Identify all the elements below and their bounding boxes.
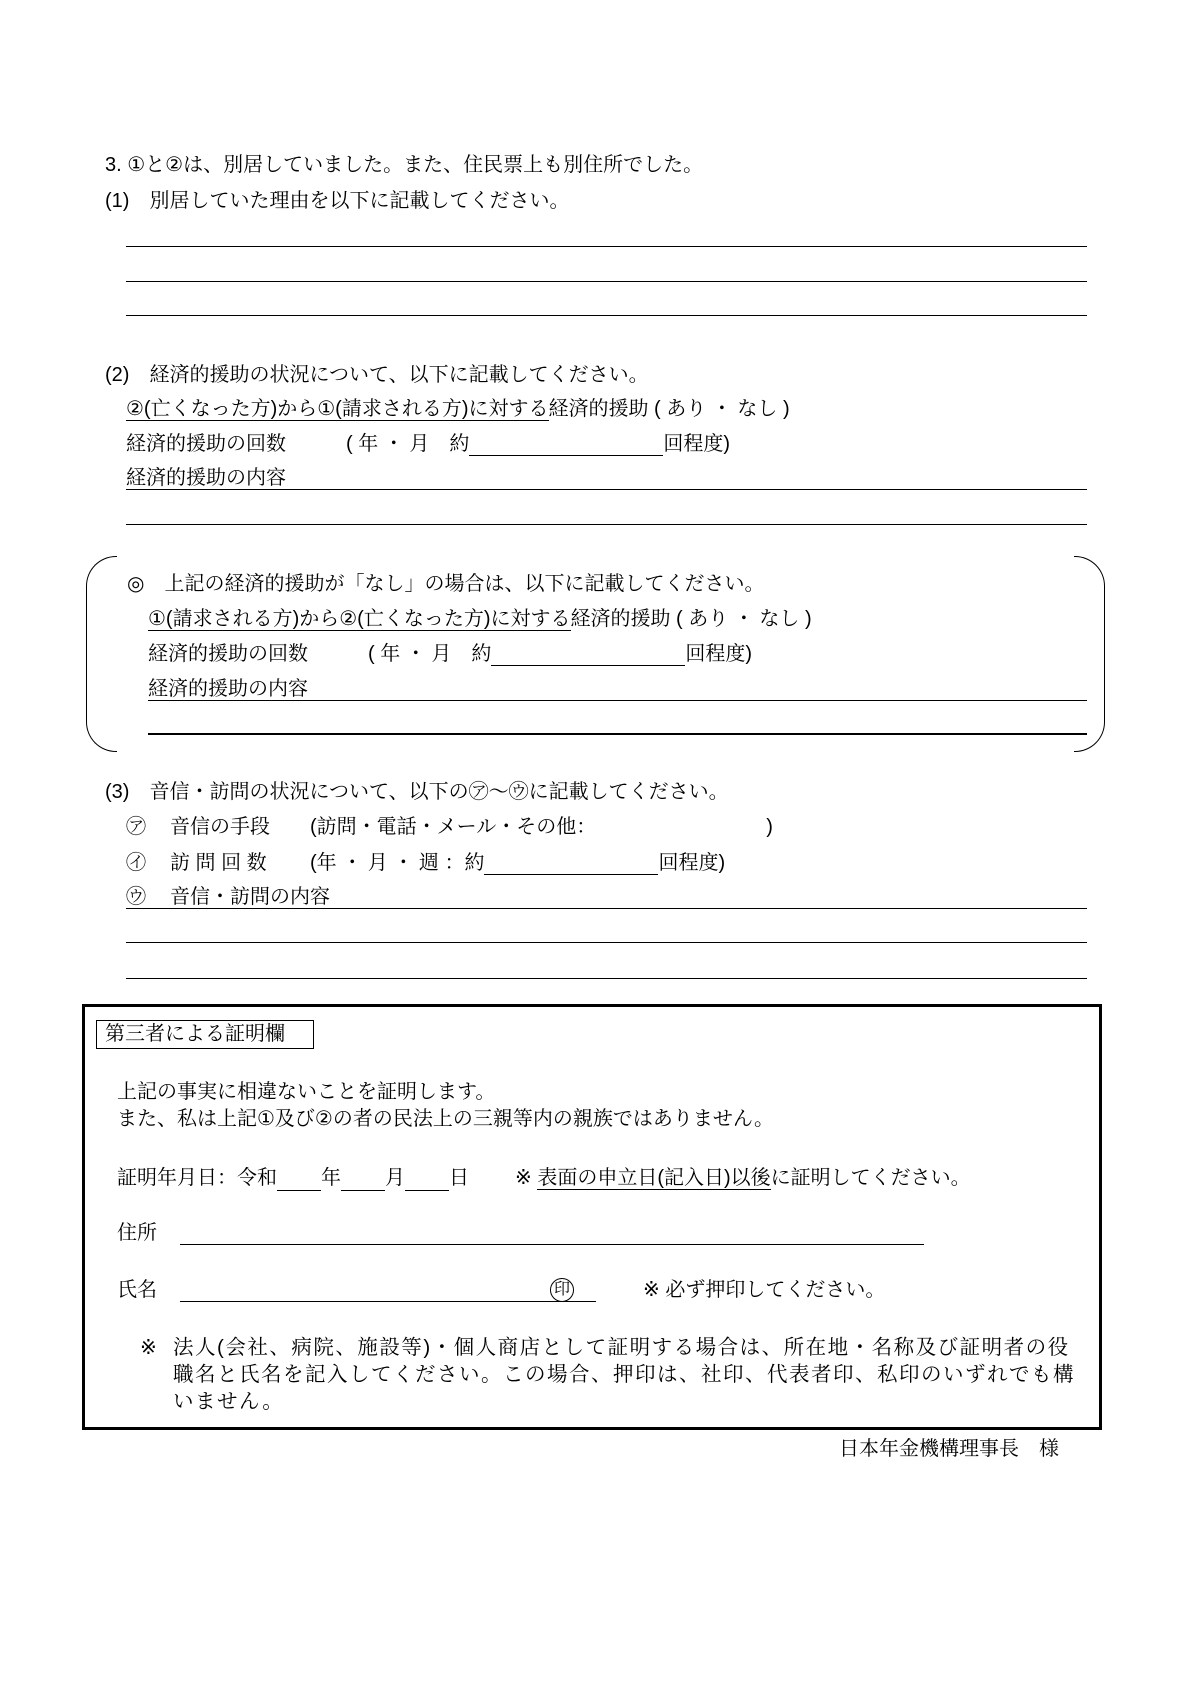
none-count-options[interactable]: ( 年 ・ 月 約 <box>368 643 492 665</box>
none-count-row <box>148 642 752 666</box>
q2-count-row <box>126 432 730 456</box>
corp-note-line-1: 法人(会社、病院、施設等)・個人商店として証明する場合は、所在地・名称及び証明者の役 <box>173 1336 1070 1359</box>
q2-count-input[interactable] <box>469 435 663 456</box>
corp-note-mark: ※ <box>140 1337 157 1359</box>
bracket-left <box>86 556 117 752</box>
q3-content-line-2[interactable] <box>126 942 1087 943</box>
cert-statement-2: また、私は上記①及び②の者の民法上の三親等内の親族ではありません。 <box>117 1108 775 1130</box>
none-count-label: 経済的援助の回数 <box>148 643 308 665</box>
q3-c-label: 音信・訪問の内容 <box>170 886 330 908</box>
cert-year-label: 年 <box>321 1167 341 1189</box>
cert-month-label: 月 <box>385 1167 405 1189</box>
cert-date-row <box>117 1166 971 1191</box>
q2-label: (2) 経済的援助の状況について、以下に記載してください。 <box>105 364 649 386</box>
q2-count-suffix: 回程度) <box>663 433 731 455</box>
corp-note-line-2: 職名と氏名を記入してください。この場合、押印は、社印、代表者印、私印のいずれでも構 <box>173 1363 1075 1386</box>
seal-mark <box>550 1276 574 1302</box>
q1-label: (1) 別居していた理由を以下に記載してください。 <box>105 190 570 212</box>
mark-a: ㋐ <box>126 816 146 838</box>
none-support-row <box>148 607 812 631</box>
cert-address-input[interactable] <box>180 1244 924 1245</box>
q3-content-line-3[interactable] <box>126 978 1087 979</box>
cert-date-note-mark: ※ <box>515 1167 532 1189</box>
q2-support-direction: ②(亡くなった方)から①(請求される方)に対する <box>126 398 549 420</box>
q2-content-line-1[interactable] <box>126 489 1087 490</box>
cert-month-input[interactable] <box>341 1170 385 1191</box>
q2-count-label: 経済的援助の回数 <box>126 433 286 455</box>
none-support-choice[interactable]: 経済的援助 ( あり ・ なし ) <box>570 608 812 630</box>
q1-reason-line-3[interactable] <box>126 315 1087 316</box>
q2-support-row <box>126 397 790 421</box>
q2-content-label: 経済的援助の内容 <box>126 467 286 489</box>
mark-b: ㋑ <box>126 852 146 874</box>
none-support-direction: ①(請求される方)から②(亡くなった方)に対する <box>148 608 571 630</box>
q3-b-count-input[interactable] <box>484 854 658 875</box>
q2-support-choice[interactable]: 経済的援助 ( あり ・ なし ) <box>548 398 790 420</box>
mark-c: ㋒ <box>126 886 146 908</box>
cert-year-input[interactable] <box>277 1170 321 1191</box>
addressee: 日本年金機構理事長 様 <box>839 1438 1059 1460</box>
cert-address-label: 住所 <box>117 1222 157 1244</box>
cert-date-note-underlined: 表面の申立日(記入日)以後 <box>537 1167 771 1189</box>
none-content-label: 経済的援助の内容 <box>148 678 308 700</box>
cert-statement-1: 上記の事実に相違ないことを証明します。 <box>117 1081 496 1103</box>
q3-label: (3) 音信・訪問の状況について、以下の㋐〜㋒に記載してください。 <box>105 781 729 803</box>
seal-icon: 印 <box>550 1278 574 1302</box>
cert-name-input[interactable] <box>180 1301 596 1302</box>
section-heading: 3. ①と②は、別居していました。また、住民票上も別住所でした。 <box>105 154 704 176</box>
q3-b-label: 訪 問 回 数 <box>170 852 267 874</box>
q3-b-suffix: 回程度) <box>658 852 726 874</box>
cert-date-note-rest: に証明してください。 <box>770 1167 971 1189</box>
q3-b-row <box>126 851 725 875</box>
bracket-right <box>1074 556 1105 752</box>
cert-name-label: 氏名 <box>117 1279 157 1301</box>
none-content-line-1[interactable] <box>148 700 1087 701</box>
cert-seal-note: ※ 必ず押印してください。 <box>643 1279 886 1301</box>
q1-reason-line-1[interactable] <box>126 246 1087 247</box>
q3-a-row <box>126 815 773 839</box>
none-content-line-2[interactable] <box>148 733 1087 735</box>
q3-a-label: 音信の手段 <box>170 816 270 838</box>
cert-date-label: 証明年月日：令和 <box>117 1167 277 1189</box>
q3-c-row <box>126 885 330 909</box>
cert-day-label: 日 <box>449 1167 469 1189</box>
q2-count-options[interactable]: ( 年 ・ 月 約 <box>346 433 470 455</box>
none-count-suffix: 回程度) <box>685 643 753 665</box>
q3-a-close: ) <box>766 816 773 838</box>
none-box-note: ◎ 上記の経済的援助が「なし」の場合は、以下に記載してください。 <box>127 573 765 595</box>
corp-note-line-3: いません。 <box>173 1390 285 1413</box>
q3-b-options[interactable]: (年 ・ 月 ・ 週 ：約 <box>310 852 485 874</box>
q3-content-line-1[interactable] <box>126 908 1087 909</box>
q3-a-options[interactable]: (訪問・電話・メール・その他： <box>310 816 597 838</box>
q2-content-line-2[interactable] <box>126 524 1087 525</box>
none-count-input[interactable] <box>491 645 685 666</box>
certification-title: 第三者による証明欄 <box>96 1020 314 1049</box>
cert-day-input[interactable] <box>405 1170 449 1191</box>
q1-reason-line-2[interactable] <box>126 281 1087 282</box>
